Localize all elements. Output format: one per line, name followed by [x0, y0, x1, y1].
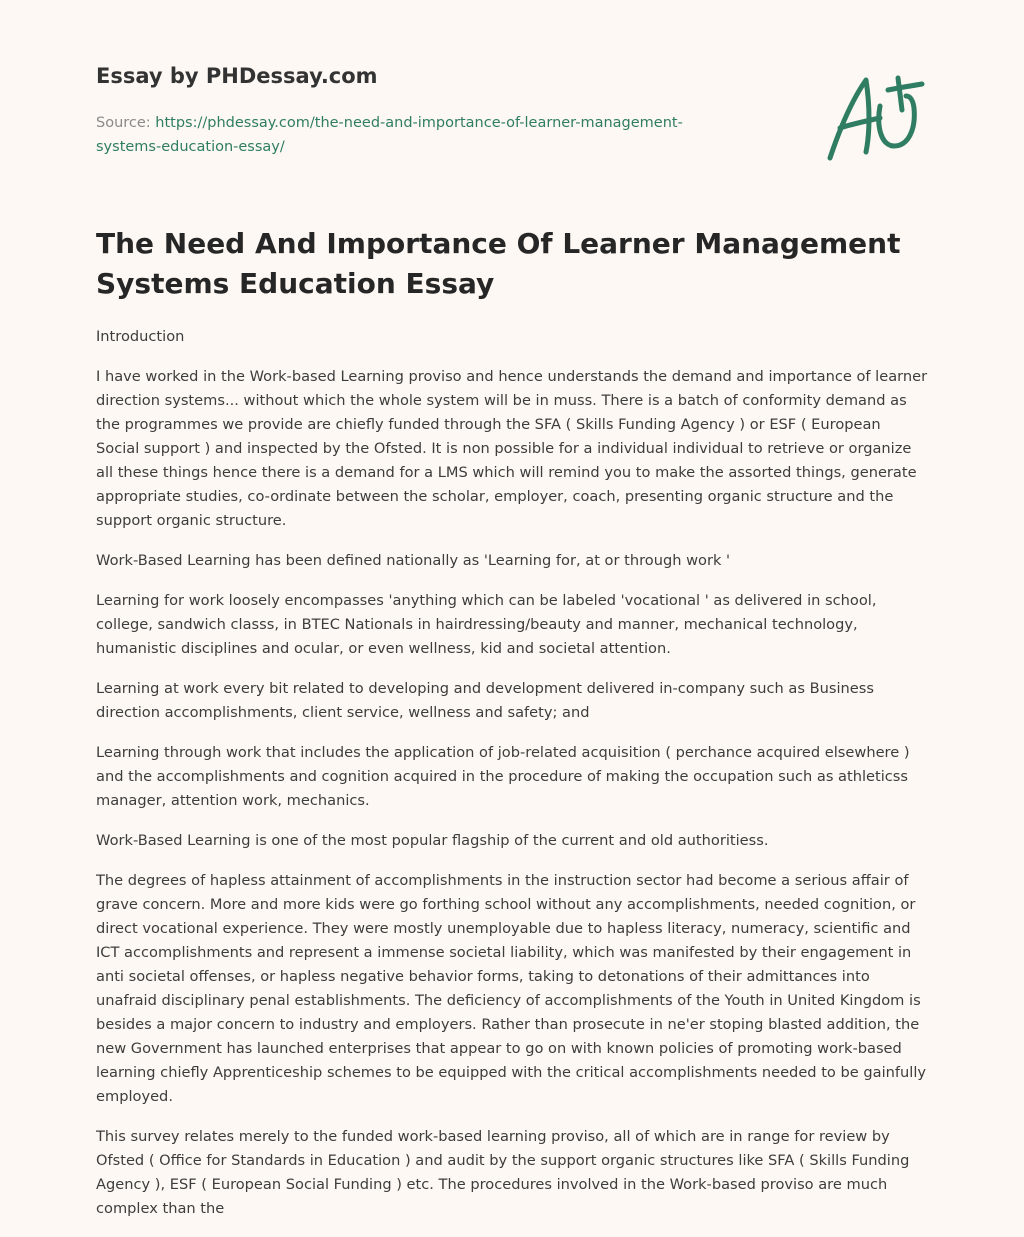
- essay-paragraph: I have worked in the Work-based Learning proviso and hence understands the demand and importance of learner direction systems... without which the whole system will be in muss. There is a batch of conformity demand as the programmes we provide are chiefly funded through the SFA ( Skills Funding Agency ) or ESF ( European Social support ) and inspected by the Ofsted. It is non possible for a individual individual to retrieve or organize all these things hence there is a demand for a LMS which will remind you to make the assorted things, generate appropriate studies, co-ordinate between the scholar, employer, coach, presenting organic structure and the support organic structure.: [96, 368, 928, 529]
- essay-paragraph: This survey relates merely to the funded work-based learning proviso, all of which are in range for review by Ofsted ( Office for Standards in Education ) and audit by the support organic structures like SFA ( Skills Funding Agency ), ESF ( European Social Funding ) etc. The procedures involved in the Work-based proviso are much complex than the: [96, 1128, 910, 1217]
- essay-paragraph: Learning for work loosely encompasses 'anything which can be labeled 'vocational ' as delivered in school, college, sandwich classs, in BTEC Nationals in hairdressing/beauty and manner, mechanical technology, humanistic disciplines and ocular, or even wellness, kid and societal attention.: [96, 592, 877, 657]
- essay-paragraph: The degrees of hapless attainment of accomplishments in the instruction sector had become a serious affair of grave concern. More and more kids were go forthing school without any accomplishments, needed cognition, or direct vocational experience. They were mostly unemployable due to hapless literacy, numeracy, scientific and ICT accomplishments and represent a immense societal liability, which was manifested by their engagement in anti societal offenses, or hapless negative behavior forms, taking to detonations of their admittances into unafraid disciplinary penal establishments. The deficiency of accomplishments of the Youth in United Kingdom is besides a major concern to industry and employers. Rather than prosecute in ne'er stoping blasted addition, the new Government has launched enterprises that appear to go on with known policies of promoting work-based learning chiefly Apprenticeship schemes to be equipped with the critical accomplishments needed to be gainfully employed.: [96, 872, 927, 1105]
- document-header: [96, 0, 928, 200]
- a-plus-grade-icon: [822, 66, 932, 166]
- source-line: [96, 111, 736, 159]
- essay-paragraph: Work-Based Learning is one of the most popular flagship of the current and old authoritiess.: [96, 832, 769, 849]
- essay-title: The Need And Importance Of Learner Management Systems Education Essay: [96, 227, 901, 300]
- essay-body: [96, 325, 928, 1237]
- document-page: [96, 0, 928, 1217]
- brand-title: Essay by PHDessay.com: [96, 64, 378, 88]
- source-label: Source:: [96, 115, 156, 131]
- essay-paragraph: Learning at work every bit related to developing and development delivered in-company such as Business direction accomplishments, client service, wellness and safety; and: [96, 680, 874, 721]
- essay-paragraph: Learning through work that includes the application of job-related acquisition ( perchance acquired elsewhere ) and the accomplishments and cognition acquired in the procedure of making the occupation such as athleticss manager, attention work, mechanics.: [96, 744, 910, 809]
- essay-paragraph: Work-Based Learning has been defined nationally as 'Learning for, at or through work ': [96, 552, 731, 569]
- source-link[interactable]: https://phdessay.com/the-need-and-importance-of-learner-management-systems-education-essay/: [96, 115, 683, 155]
- essay-paragraph: Introduction: [96, 328, 185, 345]
